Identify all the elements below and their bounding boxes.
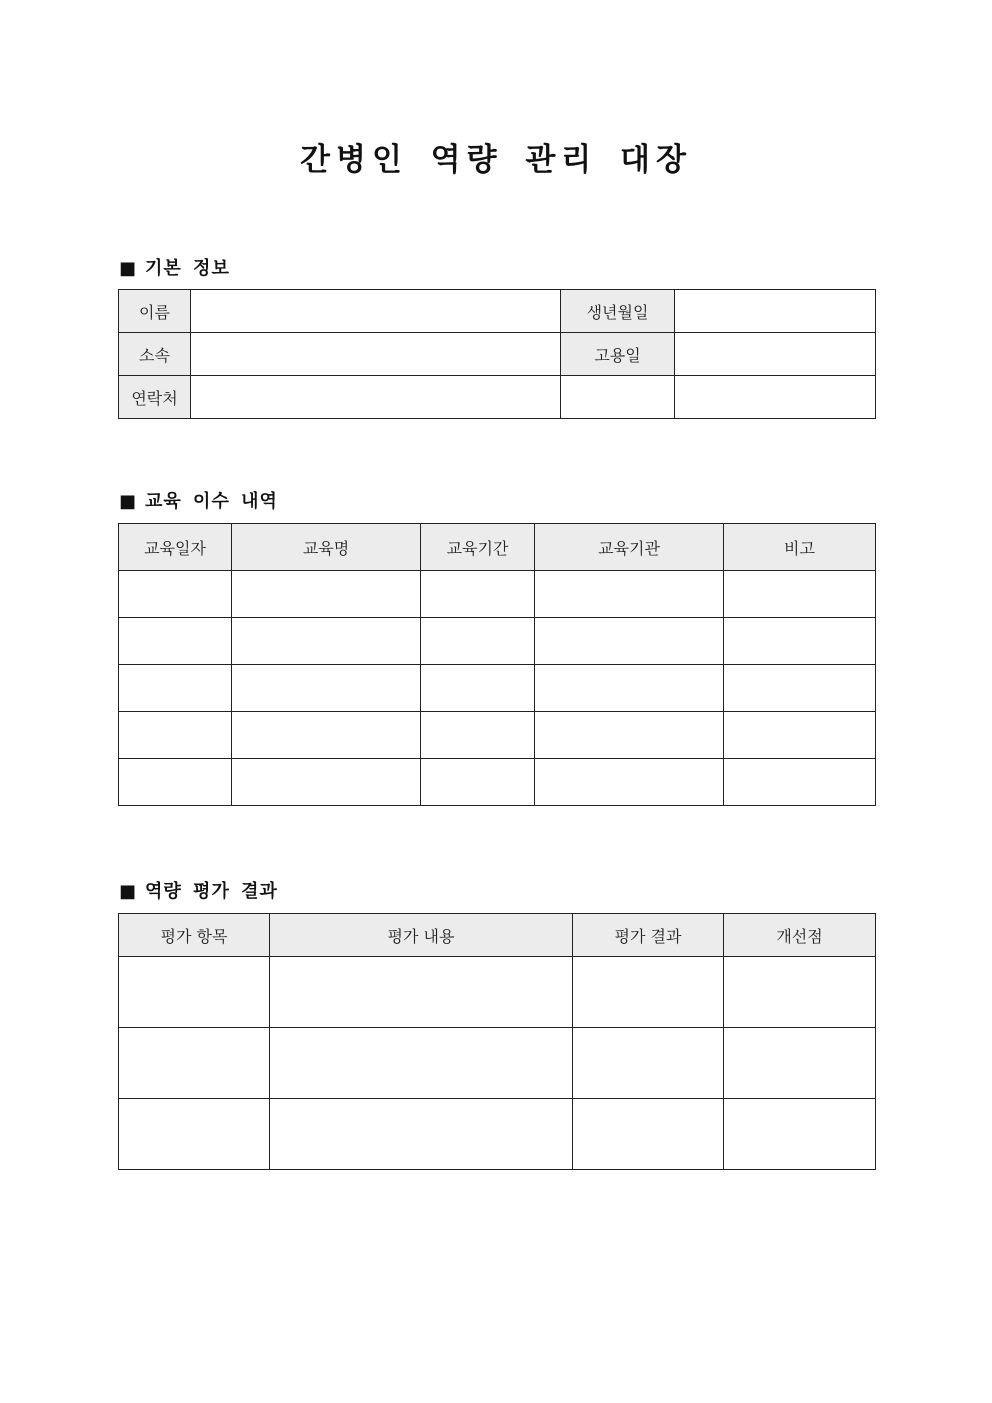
table-row bbox=[119, 1099, 876, 1170]
table-header-row bbox=[119, 914, 876, 957]
table-header-row bbox=[119, 524, 876, 571]
table-cell[interactable] bbox=[421, 712, 535, 759]
education-table bbox=[118, 523, 876, 806]
column-header-edu-name: 교육명 bbox=[232, 524, 421, 571]
square-bullet-icon: ■ bbox=[119, 491, 138, 512]
table-cell[interactable] bbox=[270, 957, 573, 1028]
table-row bbox=[119, 712, 876, 759]
table-row bbox=[119, 571, 876, 618]
table-cell[interactable] bbox=[724, 759, 876, 806]
section-heading-education bbox=[119, 487, 278, 513]
column-header-eval-content: 평가 내용 bbox=[270, 914, 573, 957]
table-cell[interactable] bbox=[724, 957, 876, 1028]
empty-field-cell[interactable] bbox=[675, 376, 876, 419]
column-header-eval-result: 평가 결과 bbox=[573, 914, 724, 957]
table-cell[interactable] bbox=[232, 665, 421, 712]
table-cell[interactable] bbox=[119, 1099, 270, 1170]
hire-date-field[interactable] bbox=[675, 333, 876, 376]
table-cell[interactable] bbox=[232, 712, 421, 759]
evaluation-table bbox=[118, 913, 876, 1170]
birthdate-field[interactable] bbox=[675, 290, 876, 333]
table-cell[interactable] bbox=[270, 1099, 573, 1170]
table-cell[interactable] bbox=[535, 712, 724, 759]
table-cell[interactable] bbox=[232, 571, 421, 618]
contact-field[interactable] bbox=[191, 376, 561, 419]
table-cell[interactable] bbox=[421, 759, 535, 806]
column-header-eval-improvement: 개선점 bbox=[724, 914, 876, 957]
table-cell[interactable] bbox=[573, 1028, 724, 1099]
column-header-edu-date: 교육일자 bbox=[119, 524, 232, 571]
table-cell[interactable] bbox=[535, 665, 724, 712]
column-header-edu-remarks: 비고 bbox=[724, 524, 876, 571]
table-cell[interactable] bbox=[119, 712, 232, 759]
table-cell[interactable] bbox=[724, 618, 876, 665]
table-cell[interactable] bbox=[421, 665, 535, 712]
table-cell[interactable] bbox=[573, 957, 724, 1028]
table-cell[interactable] bbox=[119, 618, 232, 665]
basic-info-table bbox=[118, 289, 876, 419]
table-row bbox=[119, 957, 876, 1028]
section-heading-education-label: 교육 이수 내역 bbox=[145, 491, 278, 512]
table-cell[interactable] bbox=[724, 665, 876, 712]
square-bullet-icon: ■ bbox=[119, 881, 138, 902]
affiliation-label: 소속 bbox=[119, 333, 191, 376]
column-header-edu-institution: 교육기관 bbox=[535, 524, 724, 571]
column-header-eval-item: 평가 항목 bbox=[119, 914, 270, 957]
table-cell[interactable] bbox=[119, 665, 232, 712]
table-cell[interactable] bbox=[119, 957, 270, 1028]
section-heading-basic-label: 기본 정보 bbox=[145, 258, 230, 279]
square-bullet-icon: ■ bbox=[119, 258, 138, 279]
birthdate-label: 생년월일 bbox=[561, 290, 675, 333]
table-cell[interactable] bbox=[724, 712, 876, 759]
table-cell[interactable] bbox=[724, 1099, 876, 1170]
section-heading-evaluation bbox=[119, 877, 278, 903]
table-row bbox=[119, 290, 876, 333]
page-title: 간병인 역량 관리 대장 bbox=[300, 142, 692, 178]
table-cell[interactable] bbox=[573, 1099, 724, 1170]
name-field[interactable] bbox=[191, 290, 561, 333]
section-heading-evaluation-label: 역량 평가 결과 bbox=[145, 881, 278, 902]
empty-label-cell bbox=[561, 376, 675, 419]
affiliation-field[interactable] bbox=[191, 333, 561, 376]
table-cell[interactable] bbox=[724, 571, 876, 618]
table-row bbox=[119, 1028, 876, 1099]
table-cell[interactable] bbox=[421, 618, 535, 665]
table-cell[interactable] bbox=[232, 618, 421, 665]
table-row bbox=[119, 759, 876, 806]
table-row bbox=[119, 618, 876, 665]
table-cell[interactable] bbox=[119, 759, 232, 806]
table-cell[interactable] bbox=[119, 571, 232, 618]
table-cell[interactable] bbox=[535, 618, 724, 665]
table-cell[interactable] bbox=[232, 759, 421, 806]
table-cell[interactable] bbox=[119, 1028, 270, 1099]
hire-date-label: 고용일 bbox=[561, 333, 675, 376]
table-cell[interactable] bbox=[421, 571, 535, 618]
table-cell[interactable] bbox=[270, 1028, 573, 1099]
table-cell[interactable] bbox=[535, 571, 724, 618]
table-row bbox=[119, 333, 876, 376]
table-cell[interactable] bbox=[535, 759, 724, 806]
column-header-edu-period: 교육기간 bbox=[421, 524, 535, 571]
table-row bbox=[119, 665, 876, 712]
section-heading-basic bbox=[119, 254, 230, 280]
contact-label: 연락처 bbox=[119, 376, 191, 419]
table-row bbox=[119, 376, 876, 419]
name-label: 이름 bbox=[119, 290, 191, 333]
table-cell[interactable] bbox=[724, 1028, 876, 1099]
